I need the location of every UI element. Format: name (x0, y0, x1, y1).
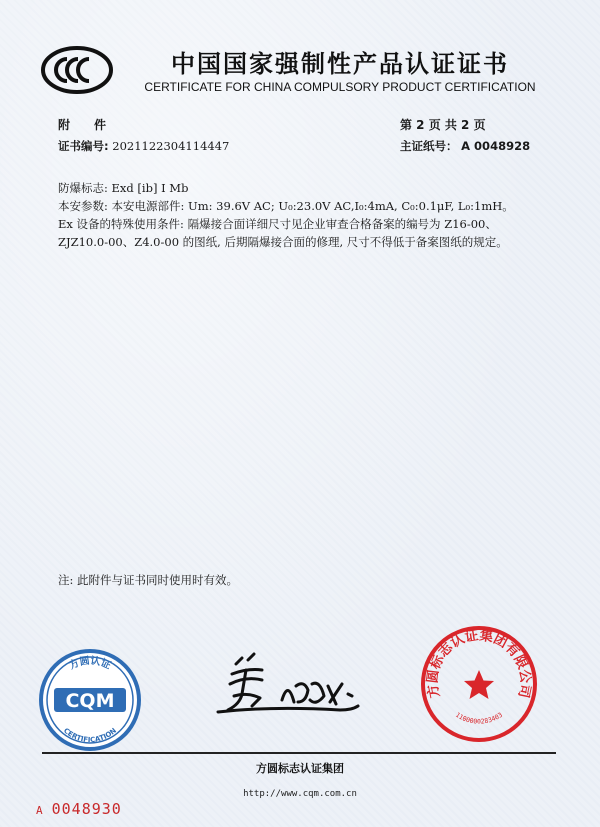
cqm-seal (38, 648, 142, 752)
cert-number-value: 2021122304114447 (112, 139, 230, 153)
footer-divider (42, 752, 556, 754)
ex-marking: 防爆标志: Exd [ib] I Mb (58, 181, 189, 195)
title-en: CERTIFICATE FOR CHINA COMPULSORY PRODUCT CERTIFICATION (144, 80, 536, 94)
special-conditions-line1: Ex 设备的特殊使用条件: 隔爆接合面详细尺寸见企业审查合格备案的编号为 Z16-00、 (58, 217, 497, 231)
ccc-logo (40, 45, 114, 95)
cqm-bottom-text: CERTIFICATION (61, 726, 119, 745)
cert-number-row (58, 138, 229, 154)
main-cert-value: A 0048928 (461, 139, 531, 153)
red-seal (420, 625, 538, 743)
footer-org: 方圆标志认证集团 (256, 762, 344, 775)
star-icon (464, 670, 494, 699)
annex-label: 附 件 (58, 118, 107, 132)
svg-text:1100000283403 (454, 711, 504, 726)
serial-prefix: A (36, 804, 44, 817)
signature-image (212, 650, 372, 722)
serial-value: 0048930 (51, 800, 122, 818)
red-seal-code: 1100000283403 (453, 710, 505, 726)
cert-number-label: 证书编号: (58, 139, 109, 153)
cqm-top-text: 方圆认证 (67, 655, 113, 672)
footer-website: http://www.cqm.com.cn (243, 789, 357, 799)
intrinsic-safety-params: 本安参数: 本安电源部件: Um: 39.6V AC; U₀:23.0V AC,I₀:4mA, C₀:0.1μF, L₀:1mH。 (58, 199, 514, 213)
title-cn: 中国国家强制性产品认证证书 (171, 50, 509, 78)
serial-number (36, 800, 122, 818)
special-conditions-line2: ZJZ10.0-00、Z4.0-00 的图纸, 后期隔爆接合面的修理, 尺寸不得低于备案图纸的规定。 (58, 235, 508, 249)
main-cert-row (400, 138, 530, 154)
red-seal-org: 方圆标志认证集团有限公司 (424, 627, 534, 700)
cqm-main-text: CQM (65, 690, 115, 712)
validity-note: 注: 此附件与证书同时使用时有效。 (58, 573, 239, 587)
main-cert-label: 主证纸号： (400, 139, 458, 153)
page-info: 第 2 页 共 2 页 (400, 118, 486, 132)
